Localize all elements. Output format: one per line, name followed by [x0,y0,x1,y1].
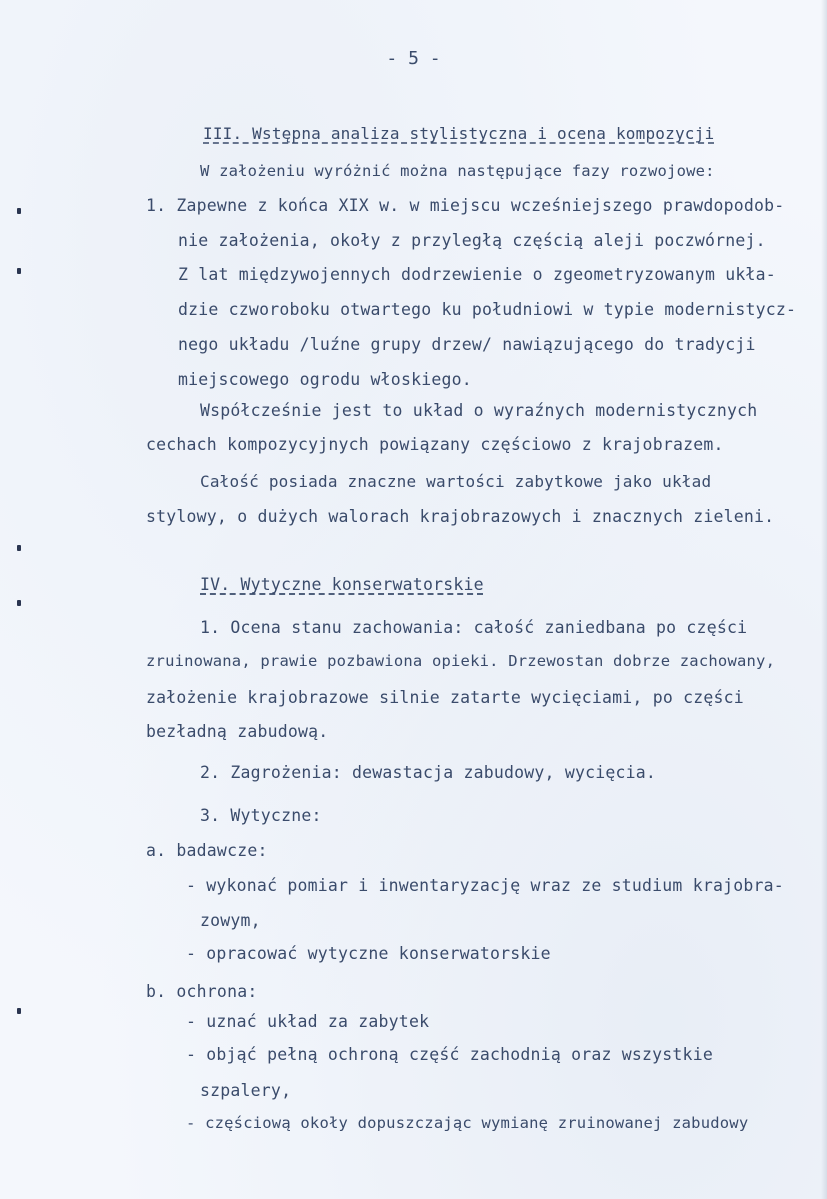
margin-mark [17,545,21,551]
paragraph-line: bezładną zabudową. [146,722,329,741]
list-item-line: - uznać układ za zabytek [186,1012,430,1031]
list-item-line: szpalery, [200,1081,292,1100]
paragraph-line: założenie krajobrazowe silnie zatarte wycięciami, po części [146,688,744,707]
paragraph-line: Współcześnie jest to układ o wyraźnych modernistycznych [200,401,758,420]
margin-mark [17,268,21,274]
paragraph-line: cechach kompozycyjnych powiązany częściowo z krajobrazem. [146,435,724,454]
paragraph-line: Z lat międzywojennych dodrzewienie o zgeometryzowanym ukła- [178,265,776,284]
margin-mark [17,1008,21,1014]
list-item-line: - wykonać pomiar i inwentaryzację wraz ze studium krajobra- [186,876,784,895]
list-item-line: - częściową okoły dopuszczając wymianę zruinowanej zabudowy [186,1114,749,1132]
paragraph-line: a. badawcze: [146,841,268,860]
margin-mark [17,600,21,606]
list-item-line: zowym, [200,911,261,930]
margin-mark [17,208,21,214]
paragraph-line: nie założenia, okoły z przyległą częścią aleji poczwórnej. [178,231,766,250]
paragraph-line: 3. Wytyczne: [200,806,322,825]
paragraph-line: 2. Zagrożenia: dewastacja zabudowy, wycięcia. [200,763,657,782]
paragraph-line: dzie czworoboku otwartego ku południowi w typie modernistycz- [178,300,797,319]
paragraph-line: 1. Zapewne z końca XIX w. w miejscu wcześniejszego prawdopodob- [146,196,785,215]
paragraph-line: Całość posiada znaczne wartości zabytkowe jako układ [200,472,712,491]
paragraph-line: stylowy, o dużych walorach krajobrazowych i znacznych zieleni. [146,507,775,526]
list-item-line: - objąć pełną ochroną część zachodnią oraz wszystkie [186,1045,713,1064]
section-heading-3: III. Wstępna analiza stylistyczna i ocena kompozycji [203,124,715,143]
page-number: - 5 - [386,48,441,69]
paragraph-line: 1. Ocena stanu zachowania: całość zaniedbana po części [200,618,748,637]
paragraph-line: nego układu /luźne grupy drzew/ nawiązującego do tradycji [178,335,756,354]
page-edge-shadow [821,0,827,1199]
section-heading-4: IV. Wytyczne konserwatorskie [200,575,484,594]
paragraph-line: miejscowego ogrodu włoskiego. [178,370,472,389]
paragraph-line: W założeniu wyróżnić można następujące fazy rozwojowe: [200,162,715,180]
list-item-line: - opracować wytyczne konserwatorskie [186,944,551,963]
paragraph-line: zruinowana, prawie pozbawiona opieki. Drzewostan dobrze zachowany, [146,652,776,670]
paragraph-line: b. ochrona: [146,982,258,1001]
